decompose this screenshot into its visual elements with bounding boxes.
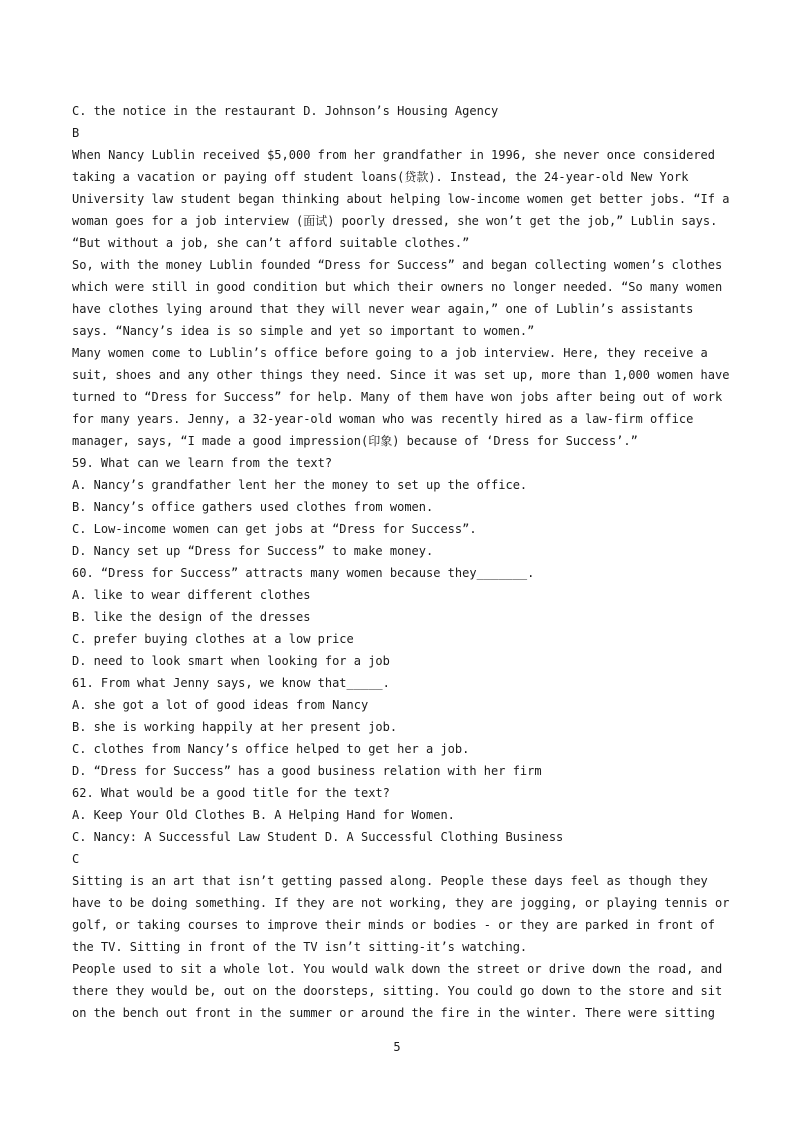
option-line: C. clothes from Nancy’s office helped to get her a job. (72, 742, 470, 756)
passage-paragraph: Many women come to Lublin’s office before going to a job interview. Here, they receive a suit, shoes and any other things they need. Since it was set up, more than 1,000 women have turned to “Dress for Success” for help. Many of them have won jobs after being out of work for many years. Jenny, a 32-year-old woman who was recently hired as a law-firm office manager, says, “I made a good impression(印象) because of ‘Dress for Success’.” (72, 346, 730, 448)
option-line: C. the notice in the restaurant D. Johnson’s Housing Agency (72, 104, 499, 118)
option-line: C. prefer buying clothes at a low price (72, 632, 354, 646)
option-line: C. Nancy: A Successful Law Student D. A Successful Clothing Business (72, 830, 564, 844)
page-number: 5 (393, 1040, 401, 1054)
option-line: B. Nancy’s office gathers used clothes from women. (72, 500, 434, 514)
section-label: C (72, 852, 80, 866)
option-line: B. she is working happily at her present job. (72, 720, 398, 734)
passage-paragraph: So, with the money Lublin founded “Dress for Success” and began collecting women’s clothes which were still in good condition but which their owners no longer needed. “So many women have clothes lying around that they will never wear again,” one of Lublin’s assistants says. “Nancy’s idea is so simple and yet so important to women.” (72, 258, 723, 338)
option-line: D. need to look smart when looking for a job (72, 654, 390, 668)
option-line: A. she got a lot of good ideas from Nancy (72, 698, 369, 712)
question-60: 60. “Dress for Success” attracts many women because they_______. (72, 566, 535, 580)
question-59: 59. What can we learn from the text? (72, 456, 333, 470)
option-line: A. like to wear different clothes (72, 588, 311, 602)
passage-paragraph: Sitting is an art that isn’t getting passed along. People these days feel as though they have to be doing something. If they are not working, they are jogging, or playing tennis or golf, or taking courses to improve their minds or bodies - or they are parked in front of the TV. Sitting in front of the TV isn’t sitting-it’s watching. (72, 874, 730, 954)
section-label: B (72, 126, 80, 140)
document-body (72, 100, 732, 1024)
option-line: A. Nancy’s grandfather lent her the money to set up the office. (72, 478, 528, 492)
option-line: B. like the design of the dresses (72, 610, 311, 624)
question-62: 62. What would be a good title for the text? (72, 786, 390, 800)
option-line: C. Low-income women can get jobs at “Dress for Success”. (72, 522, 477, 536)
option-line: A. Keep Your Old Clothes B. A Helping Hand for Women. (72, 808, 455, 822)
option-line: D. Nancy set up “Dress for Success” to make money. (72, 544, 434, 558)
passage-paragraph: When Nancy Lublin received $5,000 from her grandfather in 1996, she never once considered taking a vacation or paying off student loans(贷款). Instead, the 24-year-old New York University law student began thinking about helping low-income women get better jobs. “If a woman goes for a job interview (面试) poorly dressed, she won’t get the job,” Lublin says. “But without a job, she can’t afford suitable clothes.” (72, 148, 730, 250)
passage-paragraph: People used to sit a whole lot. You would walk down the street or drive down the road, and there they would be, out on the doorsteps, sitting. You could go down to the store and sit on the bench out front in the summer or around the fire in the winter. There were sitting (72, 962, 723, 1020)
question-61: 61. From what Jenny says, we know that_____. (72, 676, 390, 690)
option-line: D. “Dress for Success” has a good business relation with her firm (72, 764, 542, 778)
